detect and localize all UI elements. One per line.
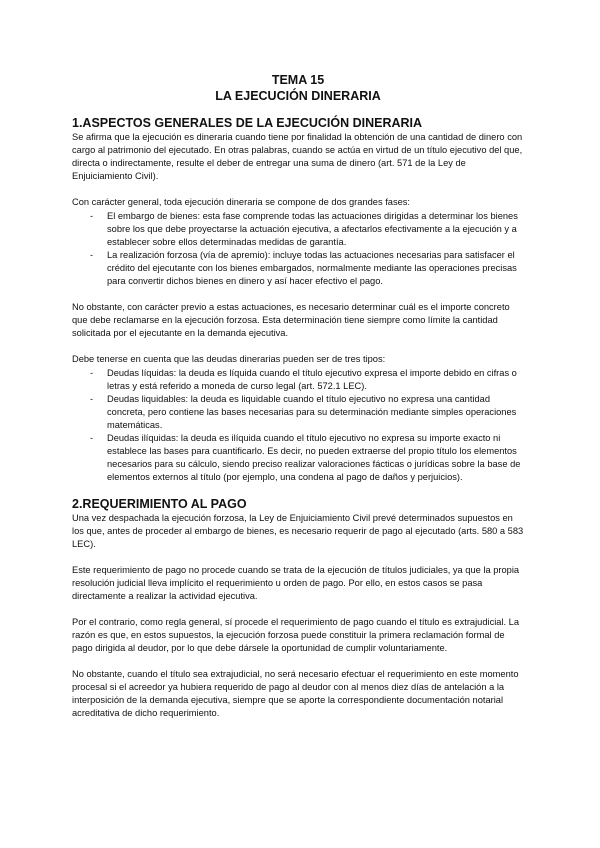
section-1-paragraph-4: Debe tenerse en cuenta que las deudas dinerarias pueden ser de tres tipos:: [72, 354, 386, 364]
bullet-dash: -: [90, 394, 94, 404]
bullet-dash: -: [90, 250, 94, 260]
bullet-dash: -: [90, 368, 94, 378]
section-1-paragraph-2: Con carácter general, toda ejecución dineraria se compone de dos grandes fases:: [72, 197, 410, 207]
list-item-text: Deudas liquidables: la deuda es liquidable cuando el título ejecutivo no expresa una cantidad concreta, pero contiene las bases necesarias para su determinación mediante simples operaciones matemáticas.: [107, 394, 517, 430]
section-2-paragraph-1: Una vez despachada la ejecución forzosa, la Ley de Enjuiciamiento Civil prevé determinados supuestos en los que, antes de proceder al embargo de bienes, es necesario requerir de pago al ejecutado (arts. 580 a 583 LEC).: [72, 513, 524, 549]
list-item-text: El embargo de bienes: esta fase comprende todas las actuaciones dirigidas a determinar los bienes sobre los que debe proyectarse la actuación ejecutiva, a afectarlos efectivamente a la ejecución y a establecer sobre ellos determinadas medidas de garantía.: [107, 211, 518, 247]
document-title: LA EJECUCIÓN DINERARIA: [215, 89, 381, 103]
section-1-heading: 1.ASPECTOS GENERALES DE LA EJECUCIÓN DINERARIA: [72, 116, 423, 130]
section-2-paragraph-3: Por el contrario, como regla general, sí procede el requerimiento de pago cuando el título es extrajudicial. La razón es que, en estos supuestos, la ejecución forzosa puede constituir la primera reclamación formal de pago dirigida al deudor, por lo que debe dársele la oportunidad de cumplir voluntariamente.: [72, 617, 520, 653]
phases-list: [72, 210, 524, 288]
document-title-number: TEMA 15: [271, 73, 325, 87]
list-item: [72, 393, 524, 432]
bullet-dash: -: [90, 211, 94, 221]
section-1-paragraph-3: No obstante, con carácter previo a estas actuaciones, es necesario determinar cuál es el importe concreto que debe reclamarse en la ejecución forzosa. Esta determinación tiene siempre como límite la cantidad solicitada por el ejecutante en la demanda ejecutiva.: [72, 302, 510, 338]
list-item: [72, 367, 524, 393]
debt-types-list: [72, 367, 524, 484]
section-1-paragraph-1: Se afirma que la ejecución es dineraria cuando tiene por finalidad la obtención de una cantidad de dinero con cargo al patrimonio del ejecutado. En otras palabras, cuando se actúa en virtud de un título ejecutivo del que, directa o indirectamente, resulte el deber de entregar una suma de dinero (art. 571 de la Ley de Enjuiciamiento Civil).: [72, 132, 523, 181]
list-item: [72, 210, 524, 249]
bullet-dash: -: [90, 433, 94, 443]
section-2-paragraph-2: Este requerimiento de pago no procede cuando se trata de la ejecución de títulos judiciales, ya que la propia resolución judicial lleva implícito el requerimiento u orden de pago. Por ello, en estos casos se pasa directamente a realizar la actividad ejecutiva.: [72, 565, 520, 601]
page-content: [72, 72, 524, 733]
list-item-text: Deudas ilíquidas: la deuda es ilíquida cuando el título ejecutivo no expresa su importe exacto ni establece las bases para cuantificarlo. Es decir, no pueden extraerse del propio título los elementos necesarios para su cálculo, siendo preciso realizar valoraciones fácticas o jurídicas sobre la base de elementos externos al título (por ejemplo, una condena al pago de daños y perjuicios).: [107, 433, 521, 482]
list-item: [72, 432, 524, 484]
list-item-text: La realización forzosa (vía de apremio): incluye todas las actuaciones necesarias para satisfacer el crédito del ejecutante con los bienes embargados, normalmente mediante las operaciones precisas para convertir dichos bienes en dinero y así hacer efectivo el pago.: [107, 250, 517, 286]
section-2-paragraph-4: No obstante, cuando el título sea extrajudicial, no será necesario efectuar el requerimiento en este momento procesal si el acreedor ya hubiera requerido de pago al deudor con al menos diez días de antelación a la interposición de la demanda ejecutiva, siempre que se aporte la correspondiente documentación notarial acreditativa de dicho requerimiento.: [72, 669, 519, 718]
list-item: [72, 249, 524, 288]
list-item-text: Deudas líquidas: la deuda es líquida cuando el título ejecutivo expresa el importe debido en cifras o letras y está referido a moneda de curso legal (art. 572.1 LEC).: [107, 368, 517, 391]
section-2-heading: 2.REQUERIMIENTO AL PAGO: [72, 497, 247, 511]
